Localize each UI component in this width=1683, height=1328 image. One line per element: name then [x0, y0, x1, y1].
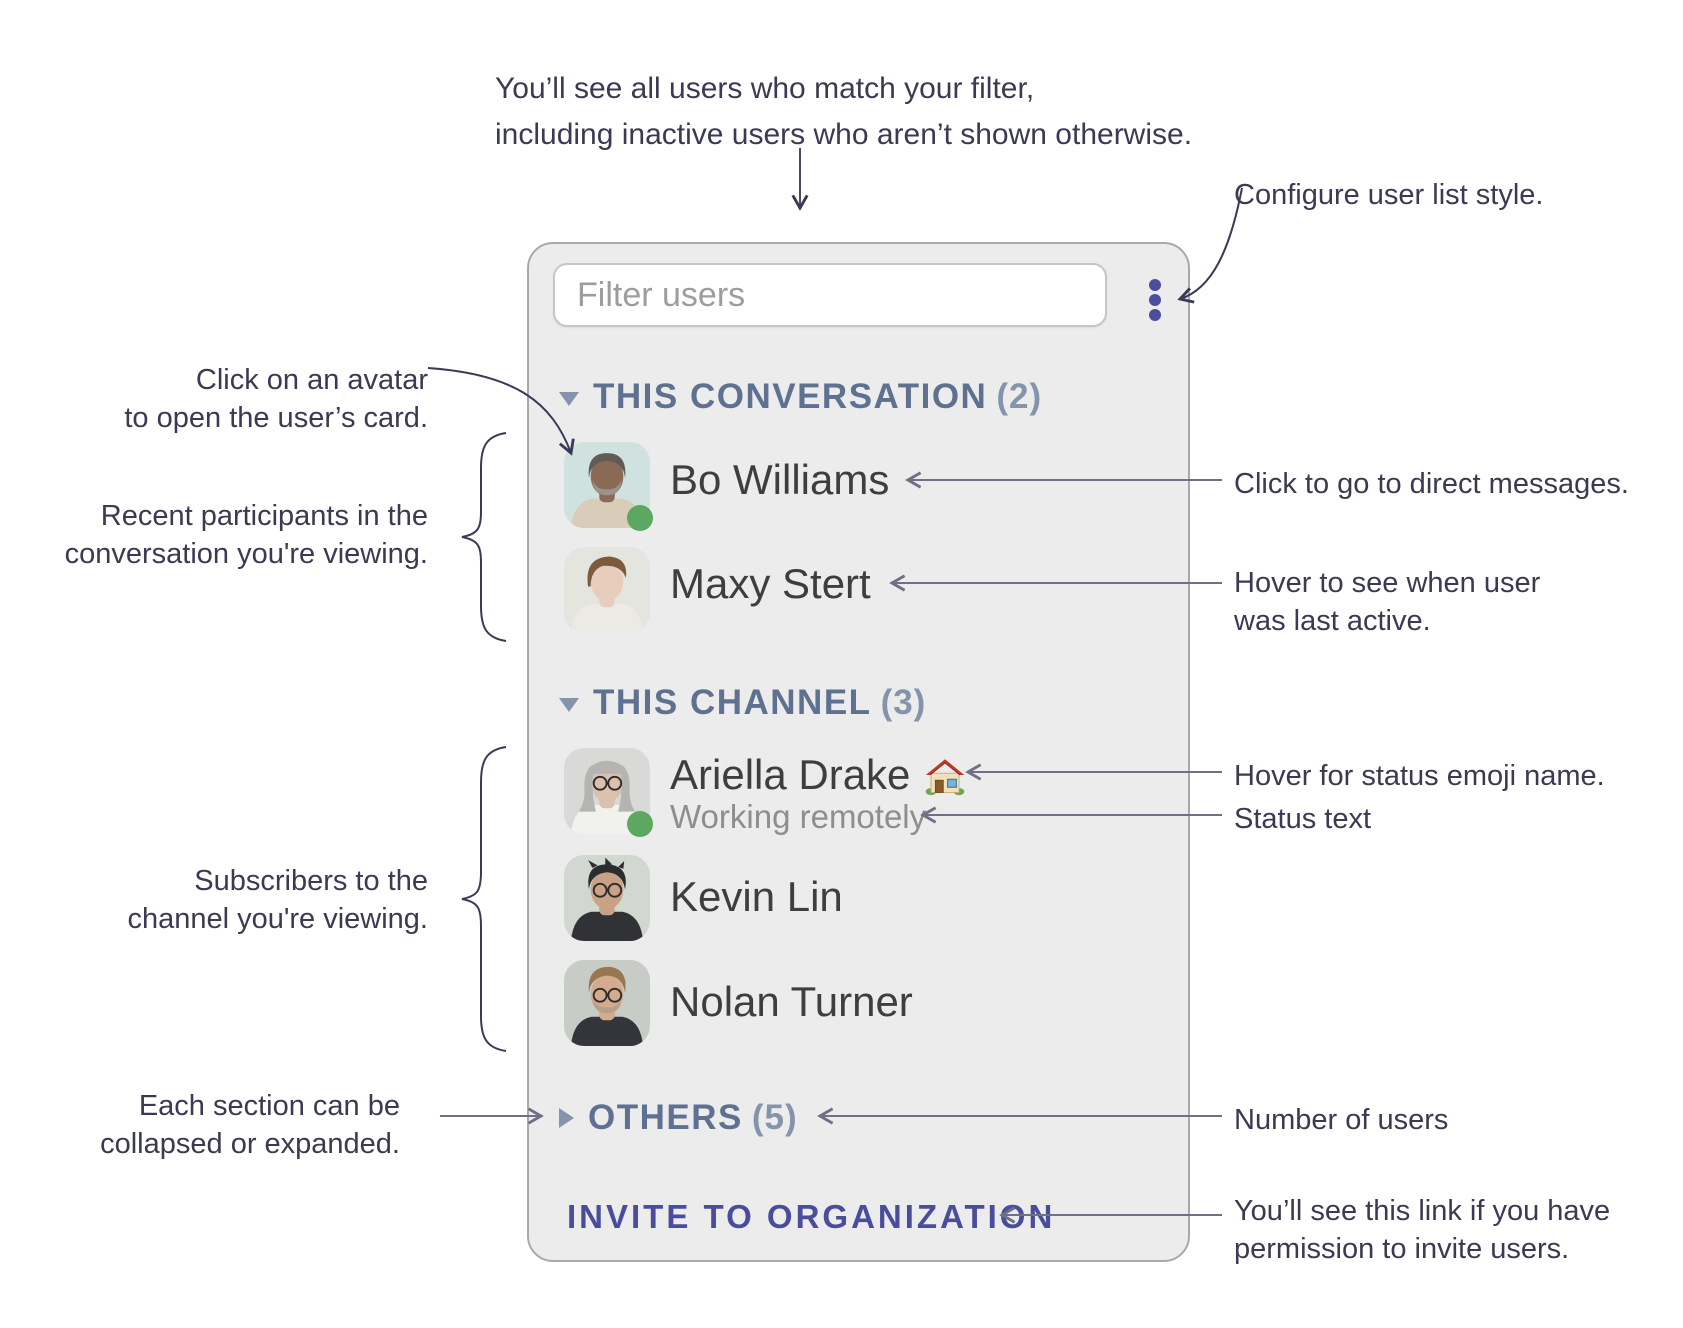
note-filter: You’ll see all users who match your filter, including inactive users who aren’t shown otherwise.: [495, 72, 1193, 151]
section-header-this-channel[interactable]: [559, 683, 926, 723]
online-presence-dot: [627, 505, 653, 531]
ellipsis-dot: [1149, 294, 1161, 306]
note-status-emoji: Hover for status emoji name.: [1234, 760, 1605, 792]
user-name-label: Bo Williams: [670, 456, 890, 503]
online-presence-dot: [627, 811, 653, 837]
section-count: (2): [996, 377, 1043, 416]
user-name-bo-williams[interactable]: [670, 456, 889, 504]
brace-channel: [462, 747, 506, 1051]
user-name-maxy-stert[interactable]: [670, 560, 871, 608]
note-avatar-click: Click on an avatar to open the user’s card.: [124, 364, 428, 434]
ellipsis-dot: [1149, 309, 1161, 321]
note-last-active: Hover to see when user was last active.: [1234, 567, 1541, 637]
invite-to-organization-link[interactable]: INVITE TO ORGANIZATION: [567, 1198, 1056, 1235]
user-name-label: Maxy Stert: [670, 560, 871, 607]
avatar-maxy-stert[interactable]: [564, 547, 650, 633]
user-status-text: Working remotely: [670, 798, 927, 835]
section-label: OTHERS: [588, 1098, 743, 1137]
note-status-text: Status text: [1234, 803, 1372, 835]
user-list-menu-icon[interactable]: [1137, 276, 1173, 324]
note-recent-participants: Recent participants in the conversation you're viewing.: [64, 500, 428, 570]
user-name-label: Ariella Drake: [670, 751, 911, 798]
user-name-nolan-turner[interactable]: [670, 978, 913, 1026]
brace-conversation: [462, 433, 506, 641]
section-count: (3): [880, 683, 927, 722]
note-subscribers: Subscribers to the channel you're viewing.: [127, 865, 428, 935]
note-invite-permission: You’ll see this link if you have permission to invite users.: [1234, 1195, 1611, 1265]
collapse-triangle-icon: [559, 392, 579, 406]
section-label: THIS CHANNEL: [593, 683, 872, 722]
ellipsis-dot: [1149, 279, 1161, 291]
section-header-others[interactable]: [559, 1098, 798, 1138]
note-user-count: Number of users: [1234, 1104, 1449, 1136]
section-label: THIS CONVERSATION: [593, 377, 988, 416]
note-configure: Configure user list style.: [1234, 179, 1544, 211]
avatar-bo-williams[interactable]: [564, 442, 650, 528]
collapse-triangle-icon: [559, 698, 579, 712]
expand-triangle-icon: [559, 1108, 574, 1128]
section-count: (5): [751, 1098, 798, 1137]
user-list-panel: [527, 242, 1190, 1262]
house-status-emoji-icon: [924, 754, 966, 796]
user-name-label: Nolan Turner: [670, 978, 913, 1025]
avatar-nolan-turner[interactable]: [564, 960, 650, 1046]
section-header-this-conversation[interactable]: [559, 377, 1042, 417]
avatar-ariella-drake[interactable]: [564, 748, 650, 834]
avatar-kevin-lin[interactable]: [564, 855, 650, 941]
user-name-kevin-lin[interactable]: [670, 873, 843, 921]
user-name-label: Kevin Lin: [670, 873, 843, 920]
note-direct-messages: Click to go to direct messages.: [1234, 468, 1629, 500]
user-name-ariella-drake[interactable]: [670, 751, 966, 799]
note-collapse-sections: Each section can be collapsed or expanded.: [100, 1090, 400, 1160]
filter-users-input[interactable]: [553, 263, 1107, 327]
